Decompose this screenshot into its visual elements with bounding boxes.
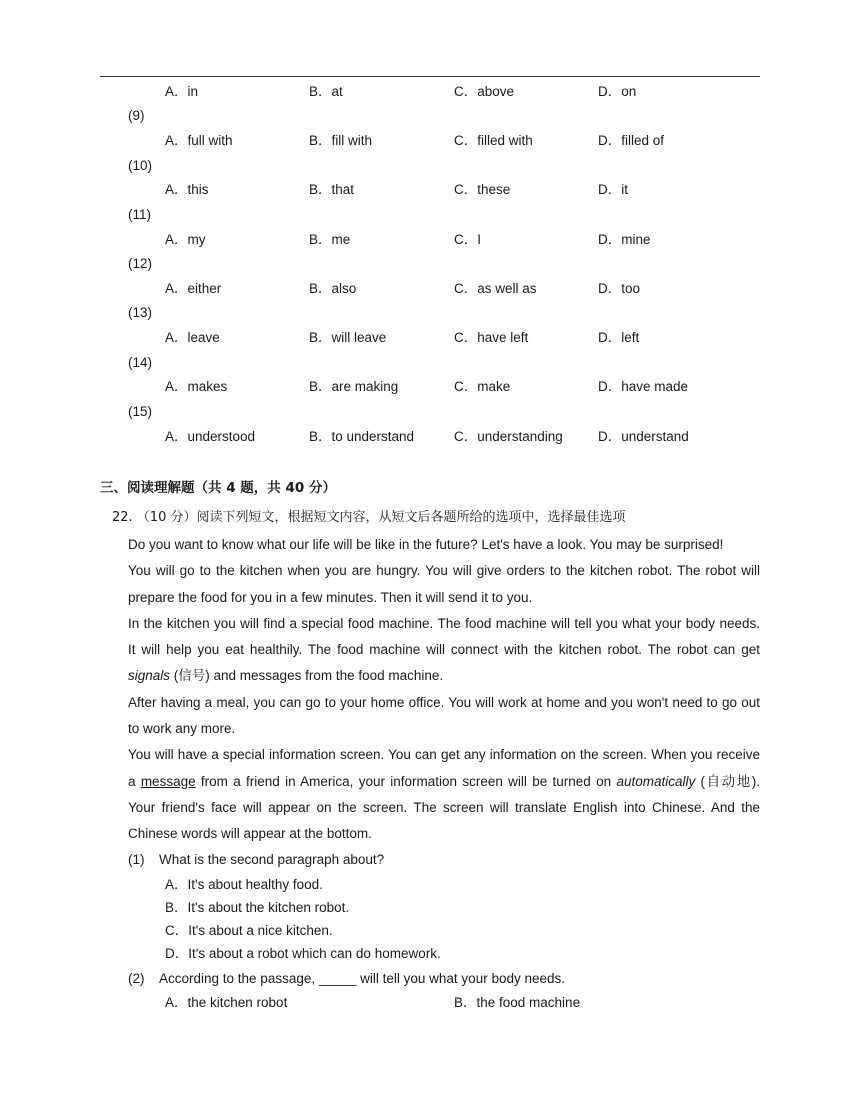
option-d: D．have made bbox=[598, 379, 689, 394]
option-a: A．this bbox=[165, 182, 209, 197]
option-d: D．understand bbox=[598, 429, 689, 444]
answer-option-b: B．the food machine bbox=[454, 995, 581, 1010]
passage-line: You will go to the kitchen when you are hungry. You will give orders to the kitchen robot. The robot will bbox=[128, 563, 760, 579]
question-number: (14) bbox=[128, 355, 153, 370]
option-b: B．at bbox=[309, 84, 343, 99]
option-b: B．will leave bbox=[309, 330, 387, 345]
option-d: D．left bbox=[598, 330, 640, 345]
option-b: B．are making bbox=[309, 379, 399, 394]
passage-line bbox=[128, 769, 760, 795]
sub-question-text: What is the second paragraph about? bbox=[159, 852, 385, 867]
sub-question-text: According to the passage, _____ will tell you what your body needs. bbox=[159, 971, 566, 986]
sub-question-number: (1) bbox=[128, 852, 145, 867]
answer-option-a: A．It's about healthy food. bbox=[165, 877, 323, 892]
question-number: (12) bbox=[128, 256, 153, 271]
section-title: 三、阅读理解题（共 4 题，共 40 分） bbox=[100, 480, 336, 496]
question-number: (11) bbox=[128, 207, 152, 222]
question-number: (9) bbox=[128, 108, 145, 123]
option-a: A．in bbox=[165, 84, 199, 99]
passage-line: Do you want to know what our life will be like in the future? Let's have a look. You may be surprised! bbox=[128, 537, 724, 552]
sub-question-number: (2) bbox=[128, 971, 145, 986]
passage-line: to work any more. bbox=[128, 721, 236, 737]
option-b: B．also bbox=[309, 281, 357, 296]
answer-option-b: B．It's about the kitchen robot. bbox=[165, 900, 350, 915]
passage-line: In the kitchen you will find a special food machine. The food machine will tell you what your body needs. bbox=[128, 615, 760, 631]
option-c: C．make bbox=[454, 379, 511, 394]
option-b: B．that bbox=[309, 182, 355, 197]
answer-option-a: A．the kitchen robot bbox=[165, 995, 288, 1010]
option-c: C．filled with bbox=[454, 133, 533, 148]
question-number: (15) bbox=[128, 404, 153, 419]
option-c: C．as well as bbox=[454, 281, 537, 296]
passage-text: (自动地). bbox=[695, 773, 760, 789]
passage-line: It will help you eat healthily. The food machine will connect with the kitchen robot. The robot can get bbox=[128, 642, 760, 658]
option-c: C．understanding bbox=[454, 429, 563, 444]
passage-text: (信号) and messages from the food machine. bbox=[170, 668, 444, 684]
option-c: C．these bbox=[454, 182, 511, 197]
italic-term: signals bbox=[128, 668, 171, 684]
option-b: B．to understand bbox=[309, 429, 415, 444]
option-d: D．on bbox=[598, 84, 637, 99]
option-d: D．it bbox=[598, 182, 628, 197]
passage-line: Chinese words will appear at the bottom. bbox=[128, 826, 372, 842]
answer-option-c: C．It's about a nice kitchen. bbox=[165, 923, 333, 938]
option-c: C．above bbox=[454, 84, 515, 99]
option-c: C．I bbox=[454, 232, 481, 247]
option-c: C．have left bbox=[454, 330, 529, 345]
header-rule bbox=[100, 76, 760, 77]
option-a: A．understood bbox=[165, 429, 256, 444]
underlined-word: message bbox=[140, 773, 196, 789]
question-number: (10) bbox=[128, 158, 153, 173]
passage-line: prepare the food for you in a few minutes. Then it will send it to you. bbox=[128, 589, 533, 605]
option-a: A．full with bbox=[165, 133, 233, 148]
passage-line: You will have a special information screen. You can get any information on the screen. When you receive bbox=[128, 747, 760, 763]
passage-line: Your friend's face will appear on the screen. The screen will translate English into Chinese. And the bbox=[128, 799, 760, 815]
passage-text: from a friend in America, your information screen will be turned on bbox=[195, 773, 617, 789]
italic-term: automatically bbox=[616, 773, 696, 789]
option-d: D．filled of bbox=[598, 133, 665, 148]
option-a: A．either bbox=[165, 281, 222, 296]
option-a: A．makes bbox=[165, 379, 228, 394]
option-a: A．my bbox=[165, 232, 206, 247]
option-b: B．fill with bbox=[309, 133, 373, 148]
option-d: D．mine bbox=[598, 232, 651, 247]
passage-text: a bbox=[128, 773, 141, 789]
answer-option-d: D．It's about a robot which can do homework. bbox=[165, 946, 441, 961]
option-b: B．me bbox=[309, 232, 351, 247]
question-22-header: 22. （10 分）阅读下列短文，根据短文内容，从短文后各题所给的选项中，选择最佳选项 bbox=[112, 510, 626, 525]
passage-line bbox=[128, 663, 760, 689]
option-a: A．leave bbox=[165, 330, 220, 345]
passage-line: After having a meal, you can go to your home office. You will work at home and you won't need to go out bbox=[128, 694, 760, 710]
option-d: D．too bbox=[598, 281, 641, 296]
question-number: (13) bbox=[128, 305, 153, 320]
reading-passage bbox=[128, 532, 760, 848]
